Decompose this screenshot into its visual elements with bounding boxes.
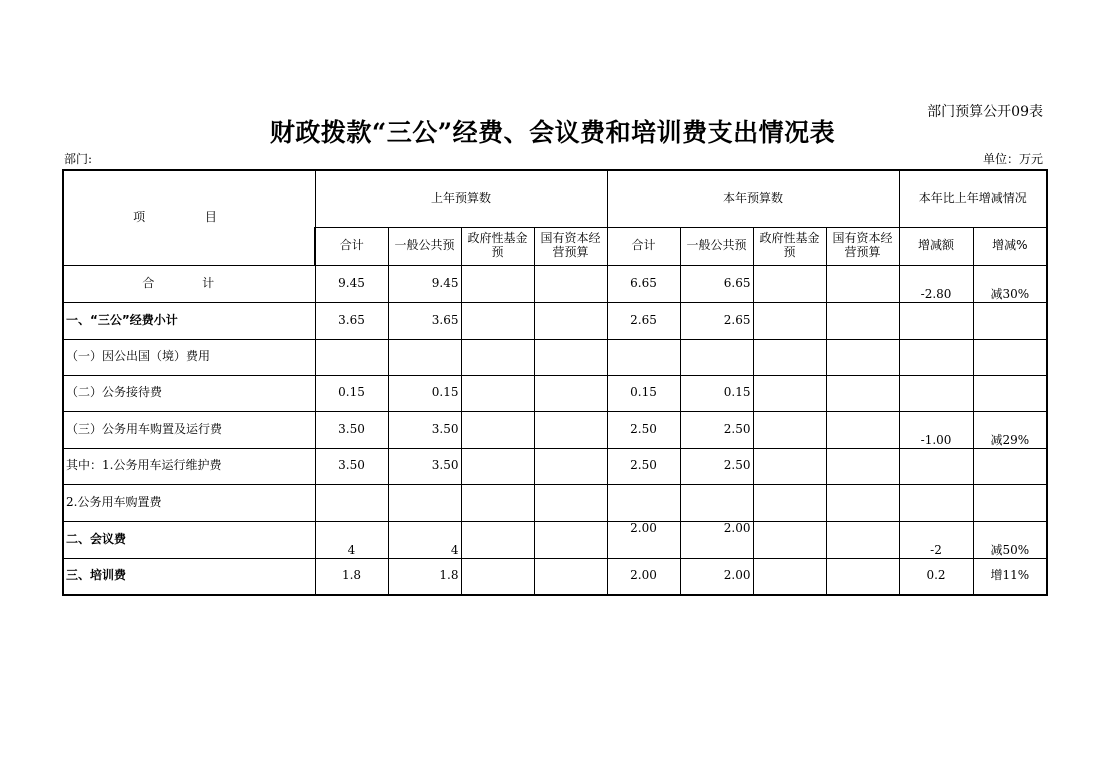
cell-prev-capital [534,521,607,558]
column-group-change: 本年比上年增减情况 [899,170,1047,227]
cell-prev-total: 1.8 [315,558,388,595]
cell-curr-general: 6.65 [680,265,753,302]
cell-curr-capital [826,265,899,302]
cell-change-amount [899,302,973,339]
cell-curr-general: 0.15 [680,375,753,411]
cell-curr-fund [753,411,826,448]
unit-label: 单位：万元 [982,152,1043,166]
table-row [63,484,1047,521]
cell-curr-total: 2.50 [607,411,680,448]
cell-curr-fund [753,339,826,375]
cell-curr-general: 2.65 [680,302,753,339]
subheader-prev-state-capital: 国有资本经营预算 [534,227,607,265]
cell-prev-general: 3.50 [388,448,461,484]
cell-prev-fund [461,521,534,558]
cell-curr-fund [753,265,826,302]
cell-curr-total: 2.00 [607,521,680,558]
row-label: 其中：1.公务用车运行维护费 [63,448,315,484]
column-group-curr-year: 本年预算数 [607,170,899,227]
cell-prev-capital [534,375,607,411]
cell-change-pct [973,302,1047,339]
table-row [63,558,1047,595]
row-label: 2.公务用车购置费 [63,484,315,521]
subheader-curr-state-capital: 国有资本经营预算 [826,227,899,265]
cell-prev-general: 3.50 [388,411,461,448]
cell-change-pct [973,484,1047,521]
table-row [63,339,1047,375]
table-row [63,375,1047,411]
cell-curr-capital [826,558,899,595]
cell-prev-general: 0.15 [388,375,461,411]
cell-prev-fund [461,558,534,595]
cell-curr-general: 2.00 [680,521,753,558]
subheader-prev-gov-fund: 政府性基金预 [461,227,534,265]
cell-curr-capital [826,484,899,521]
cell-prev-total: 3.50 [315,448,388,484]
subheader-curr-general: 一般公共预 [680,227,753,265]
row-label: （二）公务接待费 [63,375,315,411]
row-label: 二、会议费 [63,521,315,558]
subheader-curr-gov-fund: 政府性基金预 [753,227,826,265]
cell-prev-fund [461,375,534,411]
cell-prev-total: 0.15 [315,375,388,411]
subheader-prev-general: 一般公共预 [388,227,461,265]
cell-prev-fund [461,411,534,448]
cell-prev-total: 4 [315,521,388,558]
cell-curr-fund [753,521,826,558]
cell-curr-fund [753,302,826,339]
cell-change-amount [899,448,973,484]
cell-change-amount [899,484,973,521]
cell-curr-fund [753,558,826,595]
cell-prev-fund [461,484,534,521]
column-header-item: 项 目 [63,170,315,265]
cell-curr-capital [826,521,899,558]
row-label: （一）因公出国（境）费用 [63,339,315,375]
cell-change-pct: 减50% [973,521,1047,558]
form-code: 部门预算公开09表 [927,104,1043,120]
cell-curr-total [607,339,680,375]
cell-prev-fund [461,448,534,484]
cell-prev-fund [461,302,534,339]
document-title: 财政拨款“三公”经费、会议费和培训费支出情况表 [269,118,836,147]
cell-prev-fund [461,339,534,375]
cell-curr-total: 2.50 [607,448,680,484]
cell-curr-capital [826,411,899,448]
cell-prev-general [388,484,461,521]
cell-change-pct [973,375,1047,411]
cell-curr-capital [826,339,899,375]
cell-curr-total: 2.00 [607,558,680,595]
cell-prev-general: 1.8 [388,558,461,595]
cell-curr-total: 6.65 [607,265,680,302]
cell-change-amount [899,375,973,411]
cell-prev-capital [534,448,607,484]
cell-change-amount: -2.80 [899,265,973,302]
cell-prev-capital [534,265,607,302]
cell-curr-fund [753,375,826,411]
cell-change-amount: -2 [899,521,973,558]
cell-change-amount [899,339,973,375]
row-label: 三、培训费 [63,558,315,595]
cell-prev-capital [534,411,607,448]
row-label: 合 计 [63,265,315,302]
cell-curr-capital [826,448,899,484]
subheader-change-amount: 增减额 [899,227,973,265]
cell-curr-capital [826,302,899,339]
cell-curr-general [680,484,753,521]
cell-prev-total: 9.45 [315,265,388,302]
cell-prev-total [315,484,388,521]
cell-curr-general: 2.50 [680,411,753,448]
row-label: 一、“三公”经费小计 [63,302,315,339]
cell-change-pct [973,339,1047,375]
cell-prev-total: 3.65 [315,302,388,339]
subheader-change-pct: 增减% [973,227,1047,265]
cell-curr-general: 2.00 [680,558,753,595]
department-label: 部门: [64,152,93,166]
table-row [63,411,1047,448]
cell-prev-capital [534,302,607,339]
cell-curr-general [680,339,753,375]
column-group-prev-year: 上年预算数 [315,170,607,227]
row-label: （三）公务用车购置及运行费 [63,411,315,448]
cell-change-amount: -1.00 [899,411,973,448]
table-row [63,521,1047,558]
cell-prev-general: 4 [388,521,461,558]
table-row [63,265,1047,302]
table-row [63,302,1047,339]
cell-prev-capital [534,558,607,595]
cell-curr-total [607,484,680,521]
cell-prev-capital [534,339,607,375]
cell-prev-general [388,339,461,375]
cell-prev-total: 3.50 [315,411,388,448]
cell-curr-fund [753,448,826,484]
cell-prev-capital [534,484,607,521]
cell-change-pct: 减29% [973,411,1047,448]
subheader-curr-total: 合计 [607,227,680,265]
cell-change-amount: 0.2 [899,558,973,595]
cell-prev-general: 3.65 [388,302,461,339]
cell-curr-total: 0.15 [607,375,680,411]
budget-table [62,169,1048,596]
cell-curr-total: 2.65 [607,302,680,339]
cell-prev-total [315,339,388,375]
subheader-prev-total: 合计 [315,227,388,265]
cell-prev-general: 9.45 [388,265,461,302]
cell-curr-fund [753,484,826,521]
cell-change-pct: 减30% [973,265,1047,302]
cell-change-pct [973,448,1047,484]
table-row [63,448,1047,484]
cell-change-pct: 增11% [973,558,1047,595]
cell-prev-fund [461,265,534,302]
cell-curr-capital [826,375,899,411]
cell-curr-general: 2.50 [680,448,753,484]
